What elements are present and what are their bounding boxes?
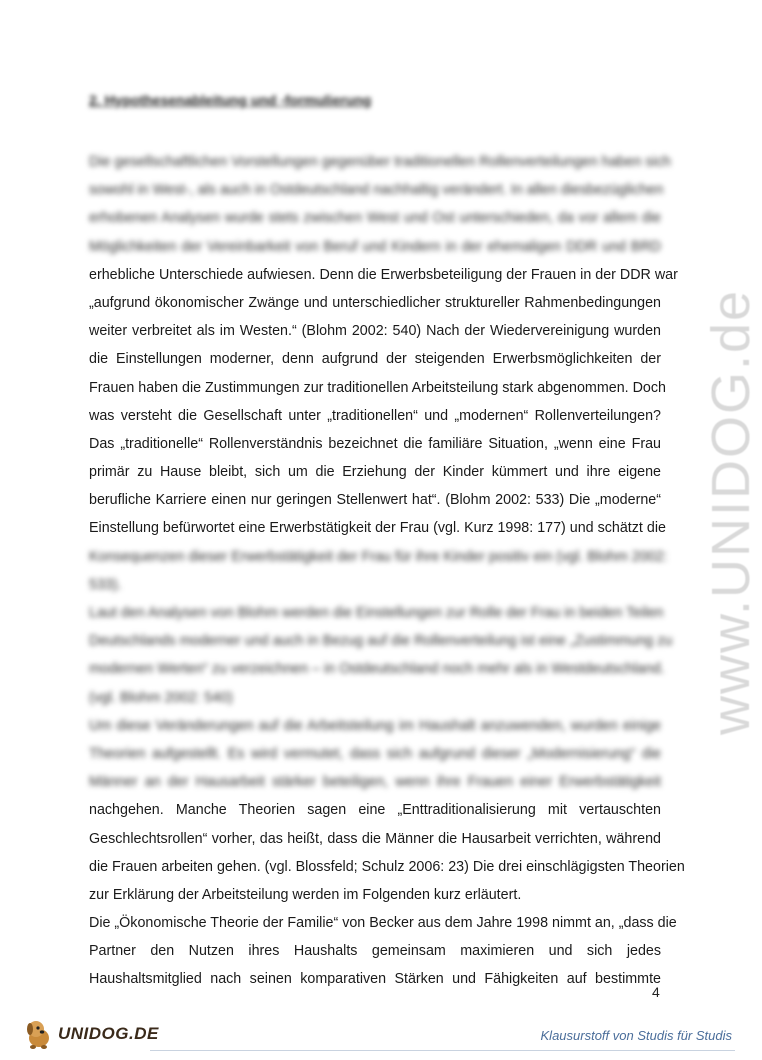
- text-line: Frauen haben die Zustimmungen zur traditionellen Arbeitsteilung stark abgenommen. Doch: [89, 379, 666, 396]
- text-line: zur Erklärung der Arbeitsteilung werden im Folgenden kurz erläutert.: [89, 886, 522, 903]
- text-line: Geschlechtsrollen“ vorher, das heißt, dass die Männer die Hausarbeit verrichten, während: [89, 830, 661, 847]
- text-line: modernen Werten“ zu verzeichnen – in Ostdeutschland noch mehr als in Westdeutschland.: [89, 661, 665, 678]
- footer-slogan: Klausurstoff von Studis für Studis: [540, 1028, 732, 1043]
- text-line: (vgl. Blohm 2002: 540): [89, 689, 233, 706]
- text-line: primär zu Hause bleibt, sich um die Erziehung der Kinder kümmert und ihre eigene: [89, 464, 661, 481]
- text-line: Das „traditionelle“ Rollenverständnis bezeichnet die familiäre Situation, „wenn eine Frau: [89, 435, 661, 452]
- watermark: www.UNIDOG.de: [701, 288, 761, 735]
- text-line: erhebliche Unterschiede aufwiesen. Denn die Erwerbsbeteiligung der Frauen in der DDR war: [89, 266, 678, 283]
- text-line: Möglichkeiten der Vereinbarkeit von Beruf und Kindern in der ehemaligen DDR und BRD: [89, 238, 661, 255]
- section-heading: 2. Hypothesenableitung und -formulierung: [89, 92, 372, 108]
- dog-mascot-icon: [24, 1017, 56, 1051]
- text-line: 533).: [89, 576, 122, 593]
- text-line: Einstellung befürwortet eine Erwerbstätigkeit der Frau (vgl. Kurz 1998: 177) und schätzt die: [89, 520, 666, 537]
- page-number: 4: [652, 984, 660, 1000]
- text-line: „aufgrund ökonomischer Zwänge und unterschiedlicher struktureller Rahmenbedingungen: [89, 294, 661, 311]
- text-line: Laut den Analysen von Blohm werden die Einstellungen zur Rolle der Frau in beiden Teilen: [89, 605, 664, 621]
- text-line: erhobenen Analysen wurde stets zwischen West und Ost unterschieden, da vor allem die: [89, 210, 661, 227]
- text-line: Theorien aufgestellt. Es wird vermutet, dass sich aufgrund dieser „Modernisierung“ die: [89, 745, 661, 762]
- text-line: Männer an der Hausarbeit stärker beteiligen, wenn ihre Frauen einer Erwerbstätigkeit: [89, 774, 661, 791]
- footer-divider: [150, 1050, 735, 1051]
- text-line: Um diese Veränderungen auf die Arbeitsteilung im Haushalt anzuwenden, wurden einige: [89, 717, 661, 734]
- text-line: die Einstellungen moderner, denn aufgrund der steigenden Erwerbsmöglichkeiten der: [89, 351, 661, 368]
- text-line: berufliche Karriere einen nur geringen Stellenwert hat“. (Blohm 2002: 533) Die „moderne“: [89, 492, 661, 509]
- footer-logo[interactable]: [24, 1014, 159, 1054]
- text-line: nachgehen. Manche Theorien sagen eine „Enttraditionalisierung mit vertauschten: [89, 802, 661, 819]
- body-text: [89, 148, 685, 994]
- text-line: Haushaltsmitglied nach seinen komparativen Stärken und Fähigkeiten auf bestimmte: [89, 971, 661, 988]
- text-line: Die „Ökonomische Theorie der Familie“ von Becker aus dem Jahre 1998 nimmt an, „dass die: [89, 915, 677, 932]
- text-line: weiter verbreitet als im Westen.“ (Blohm 2002: 540) Nach der Wiedervereinigung wurden: [89, 323, 661, 340]
- text-line: Deutschlands moderner und auch in Bezug auf die Rollenverteilung ist eine „Zustimmung zu: [89, 633, 673, 650]
- text-line: was versteht die Gesellschaft unter „traditionellen“ und „modernen“ Rollenverteilungen?: [89, 407, 661, 424]
- text-line: Die gesellschaftlichen Vorstellungen gegenüber traditionellen Rollenverteilungen haben sich: [89, 154, 671, 170]
- text-line: Partner den Nutzen ihres Haushalts gemeinsam maximieren und sich jedes: [89, 943, 661, 960]
- text-line: sowohl in West-, als auch in Ostdeutschland nachhaltig verändert. In allen diesbezüglichen: [89, 182, 664, 199]
- text-line: Konsequenzen dieser Erwerbstätigkeit der Frau für ihre Kinder positiv ein (vgl. Blohm 2002:: [89, 548, 668, 565]
- logo-text: UNIDOG.DE: [58, 1024, 159, 1043]
- text-line: die Frauen arbeiten gehen. (vgl. Blossfeld; Schulz 2006: 23) Die drei einschlägigsten Theorien: [89, 858, 685, 875]
